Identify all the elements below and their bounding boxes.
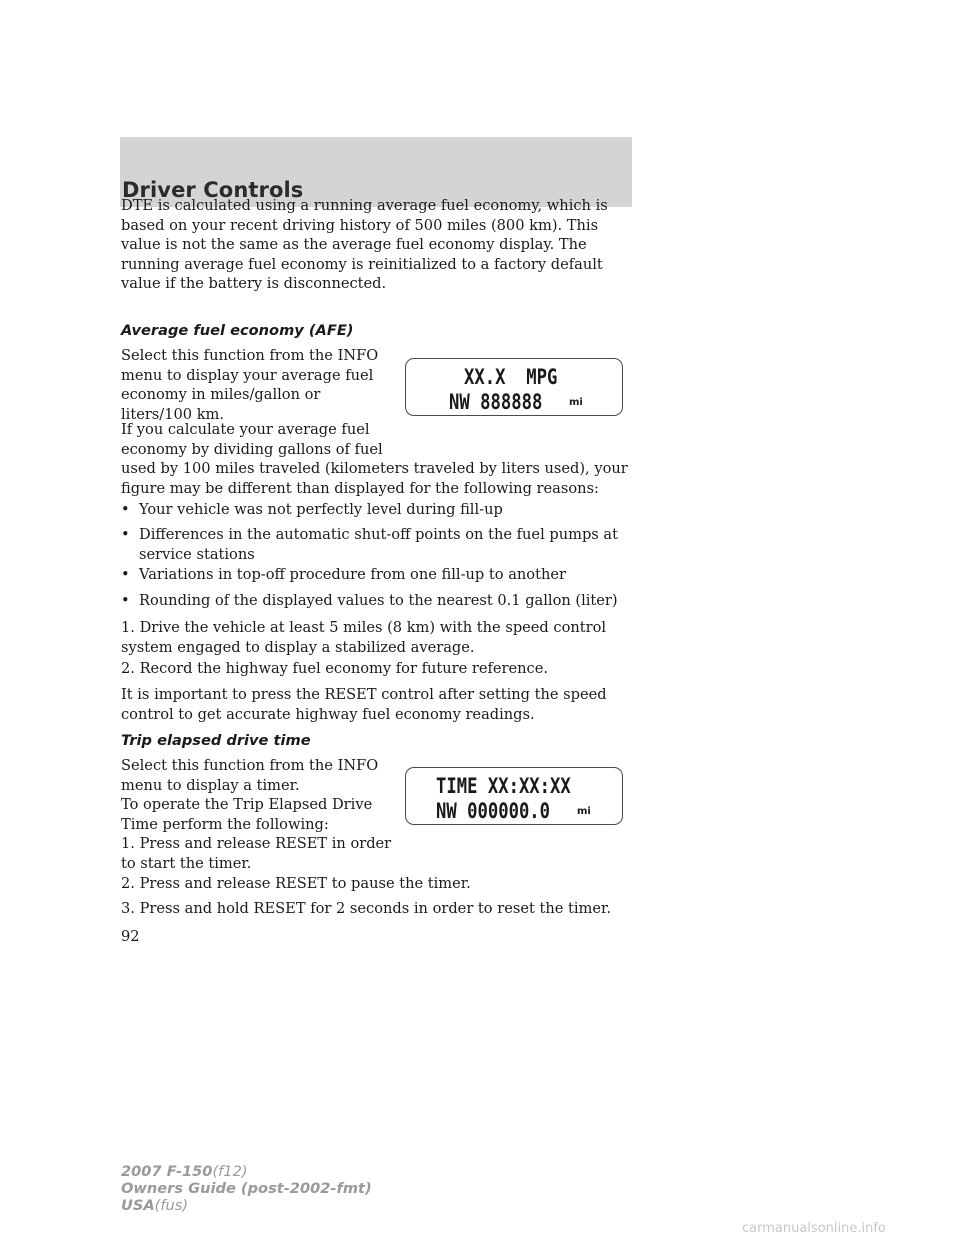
footer-market-code: (fus)	[154, 1197, 189, 1214]
afe-display-graphic	[405, 358, 623, 416]
trip-display-line2: NW 000000.0	[436, 799, 551, 823]
watermark: carmanualsonline.info	[742, 1221, 886, 1236]
trip-display-unit: mi	[577, 806, 591, 817]
footer-model: 2007 F-150	[121, 1163, 213, 1180]
afe-display-line1: XX.X MPG	[464, 365, 558, 389]
afe-bullet-item: • Differences in the automatic shut-off points on the fuel pumps at service stations	[121, 526, 618, 563]
footer-model-code: (f12)	[212, 1163, 248, 1180]
afe-display-line2: NW 888888	[449, 390, 543, 414]
afe-paragraph-2a: If you calculate your average fuel economy by dividing gallons of fuel	[121, 421, 383, 458]
trip-step-3: 3. Press and hold RESET for 2 seconds in order to reset the timer.	[121, 900, 612, 917]
footer-market: USA	[121, 1197, 155, 1214]
bullet-icon: •	[121, 566, 130, 583]
section-title: Driver Controls	[122, 178, 304, 202]
afe-step-2: 2. Record the highway fuel economy for future reference.	[121, 660, 549, 677]
page-number: 92	[121, 928, 140, 945]
trip-paragraph-2: To operate the Trip Elapsed Drive Time perform the following:	[121, 796, 373, 833]
bullet-icon: •	[121, 592, 130, 609]
trip-step-1: 1. Press and release RESET in order to start the timer.	[121, 835, 392, 872]
trip-display-line1: TIME XX:XX:XX	[436, 774, 571, 798]
trip-display-graphic	[405, 767, 623, 825]
afe-bullet-item: • Rounding of the displayed values to the nearest 0.1 gallon (liter)	[121, 592, 618, 609]
footer-guide: Owners Guide (post-2002-fmt)	[121, 1180, 372, 1197]
trip-step-2: 2. Press and release RESET to pause the timer.	[121, 875, 471, 892]
afe-note: It is important to press the RESET control after setting the speed control to get accurate highway fuel economy readings.	[121, 686, 607, 723]
afe-bullet-item: • Your vehicle was not perfectly level during fill-up	[121, 501, 503, 518]
afe-paragraph-2b: used by 100 miles traveled (kilometers traveled by liters used), your figure may be different than displayed for the following reasons:	[121, 460, 628, 497]
afe-bullet-item: • Variations in top-off procedure from one fill-up to another	[121, 566, 566, 583]
afe-paragraph-1: Select this function from the INFO menu to display your average fuel economy in miles/gallon or liters/100 km.	[121, 347, 379, 423]
intro-paragraph: DTE is calculated using a running average fuel economy, which is based on your recent driving history of 500 miles (800 km). This value is not the same as the average fuel economy display. The running average fuel economy is reinitialized to a factory default value if the battery is disconnected.	[121, 197, 608, 293]
afe-step-1: 1. Drive the vehicle at least 5 miles (8 km) with the speed control system engaged to display a stabilized average.	[121, 619, 607, 656]
bullet-icon: •	[121, 526, 130, 543]
trip-paragraph-1: Select this function from the INFO menu to display a timer.	[121, 757, 379, 794]
document-footer	[121, 1163, 372, 1214]
bullet-icon: •	[121, 501, 130, 518]
trip-heading: Trip elapsed drive time	[121, 732, 311, 749]
afe-display-unit: mi	[569, 397, 583, 408]
afe-heading: Average fuel economy (AFE)	[121, 322, 354, 339]
